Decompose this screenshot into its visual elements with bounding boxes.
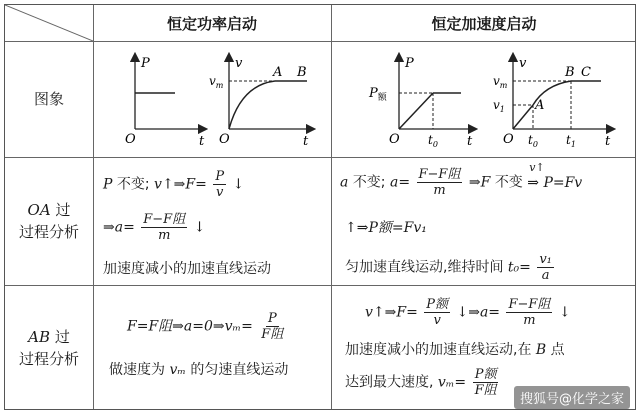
- origin-label: O: [125, 132, 136, 147]
- frac-den: a: [541, 268, 550, 283]
- point-a-label: A: [535, 98, 545, 113]
- watermark: 搜狐号@化学之家: [514, 386, 630, 409]
- x-axis-label: t: [199, 134, 205, 149]
- cp-oa-1c: v↑⇒F=: [154, 176, 207, 193]
- frac-den: m: [158, 228, 171, 243]
- cp-oa-1a: P: [103, 176, 113, 193]
- cp-oa-1-frac: [213, 169, 226, 200]
- ca-ab-1-frac: [424, 297, 450, 328]
- oa-label-line1: 过: [55, 201, 71, 219]
- row-label-oa-line2: 过程分析: [18, 223, 79, 241]
- ca-oa-line1: [340, 160, 583, 198]
- oa-var: OA: [27, 201, 51, 219]
- ca-oa-1-over: v↑: [529, 160, 545, 174]
- frac-num: F−F阻: [143, 212, 186, 227]
- cp-oa-2b: ↓: [193, 219, 206, 236]
- diagonal-header-cell: [5, 5, 93, 41]
- cp-oa-2a: ⇒a=: [103, 219, 135, 236]
- vm-label: $v_m$: [209, 74, 224, 90]
- v1-label: $v_1$: [493, 98, 505, 114]
- cp-oa-2-frac: [141, 212, 187, 243]
- ca-ab-3a: 达到最大速度,: [345, 374, 434, 391]
- col-divider: [93, 5, 94, 409]
- linear-segment: [513, 105, 533, 129]
- ab-var: AB: [28, 328, 51, 346]
- row-label-graph: [5, 41, 93, 157]
- ca-ab-3b: vₘ=: [437, 374, 467, 391]
- frac-num: P额: [474, 367, 497, 382]
- y-axis-label: v: [519, 56, 527, 71]
- graph-velocity-time-constant-acceleration: [485, 49, 625, 153]
- origin-label: O: [389, 132, 400, 147]
- point-c-label: C: [581, 65, 591, 80]
- vm-label: $v_m$: [493, 74, 508, 90]
- ca-ab-1c: ↓: [558, 304, 571, 321]
- ca-ab-2b: B: [535, 342, 547, 358]
- ca-oa-3a: 匀加速直线运动,维持时间: [345, 259, 504, 276]
- velocity-curve: [229, 81, 275, 129]
- cp-ab-2c: 的匀速直线运动: [190, 362, 289, 378]
- ca-oa-1c: a=: [389, 174, 411, 191]
- ca-ab-1a: v↑⇒F=: [365, 304, 418, 321]
- ca-oa-1b: 不变;: [352, 174, 386, 191]
- cp-ab-2b: vₘ: [169, 362, 186, 378]
- frac-num: F−F阻: [418, 167, 461, 182]
- ca-ab-2c: 点: [550, 342, 565, 358]
- header-constant-acceleration: 恒定加速度启动: [431, 14, 537, 33]
- t1-label: $t_1$: [566, 133, 576, 149]
- cp-ab-1-frac: [259, 311, 285, 342]
- frac-den: F阻: [474, 383, 497, 398]
- row-label-ab-line2: 过程分析: [18, 350, 79, 368]
- frac-num: F−F阻: [508, 297, 551, 312]
- ca-ab-line3: [345, 367, 501, 398]
- t0-label: $t_0$: [528, 133, 538, 149]
- cp-ab-2a: 做速度为: [109, 362, 165, 378]
- frac-num: v₁: [539, 252, 552, 267]
- ca-ab-line2: [345, 339, 565, 359]
- comparison-table: [4, 4, 636, 410]
- frac-den: v: [433, 313, 441, 328]
- cp-ab-1a: F=F阻⇒a=0⇒vₘ=: [127, 318, 253, 335]
- y-axis-label: v: [235, 56, 243, 71]
- col-divider: [331, 5, 332, 409]
- ca-oa-line2: ↑⇒P额=Fv₁: [345, 220, 427, 236]
- power-ramp: [399, 93, 433, 129]
- point-b-label: B: [297, 65, 307, 80]
- x-axis-label: t: [303, 134, 309, 149]
- cp-oa-1b: 不变;: [116, 176, 150, 193]
- ca-ab-1-frac2: [506, 297, 552, 328]
- point-a-label: A: [273, 65, 283, 80]
- ca-oa-1f-wrap: [527, 160, 583, 191]
- t0-label: $t_0$: [428, 133, 438, 149]
- origin-label: O: [503, 132, 514, 147]
- frac-num: P: [267, 311, 277, 326]
- origin-label: O: [219, 132, 230, 147]
- ab-label-line1: 过: [54, 328, 70, 346]
- ca-oa-1-frac: [417, 167, 463, 198]
- row-label-ab-line1: [28, 326, 70, 348]
- cp-ab-line1: [127, 311, 287, 342]
- ca-ab-2a: 加速度减小的加速直线运动,在: [345, 342, 532, 358]
- rated-power-label: $P_额$: [369, 86, 387, 103]
- y-axis-label: P: [141, 56, 150, 71]
- ca-oa-1d: ⇒F: [468, 174, 491, 191]
- ca-ab-line1: [365, 297, 571, 328]
- frac-den: F阻: [261, 327, 284, 342]
- x-axis-label: t: [605, 134, 611, 149]
- row-label-graph-text: 图象: [33, 90, 64, 108]
- frac-num: P额: [426, 297, 449, 312]
- ca-oa-1f: ⇒ P=Fv: [527, 174, 583, 191]
- graph-power-time-constant-acceleration: [351, 49, 483, 153]
- row-divider: [5, 157, 635, 158]
- ca-oa-1e: 不变: [494, 174, 523, 191]
- ca-oa-3-frac: [537, 252, 554, 283]
- cp-ab-line2: [109, 359, 288, 379]
- frac-num: P: [215, 169, 225, 184]
- point-b-label: B: [565, 65, 575, 80]
- frac-den: v: [216, 185, 224, 200]
- ca-oa-1a: a: [340, 174, 349, 191]
- frac-den: m: [433, 183, 446, 198]
- row-label-ab: [5, 285, 93, 411]
- row-divider: [5, 285, 635, 286]
- ca-oa-line3: [345, 252, 556, 283]
- header-constant-power: 恒定功率启动: [166, 14, 257, 33]
- ca-oa-3b: t₀=: [507, 259, 531, 276]
- cp-oa-line3: 加速度减小的加速直线运动: [103, 261, 271, 277]
- x-axis-label: t: [467, 134, 473, 149]
- ca-ab-3-frac: [473, 367, 499, 398]
- frac-den: m: [523, 313, 536, 328]
- cp-oa-line1: [103, 169, 244, 200]
- ca-ab-1b: ↓⇒a=: [456, 304, 501, 321]
- row-label-oa: [5, 157, 93, 285]
- y-axis-label: P: [405, 56, 414, 71]
- cp-oa-line2: [103, 212, 205, 243]
- row-label-oa-line1: [28, 199, 71, 221]
- graph-power-time-constant: [113, 49, 213, 153]
- row-divider: [5, 41, 635, 42]
- cp-oa-1d: ↓: [232, 176, 245, 193]
- graph-velocity-time-constant-power: [203, 49, 321, 153]
